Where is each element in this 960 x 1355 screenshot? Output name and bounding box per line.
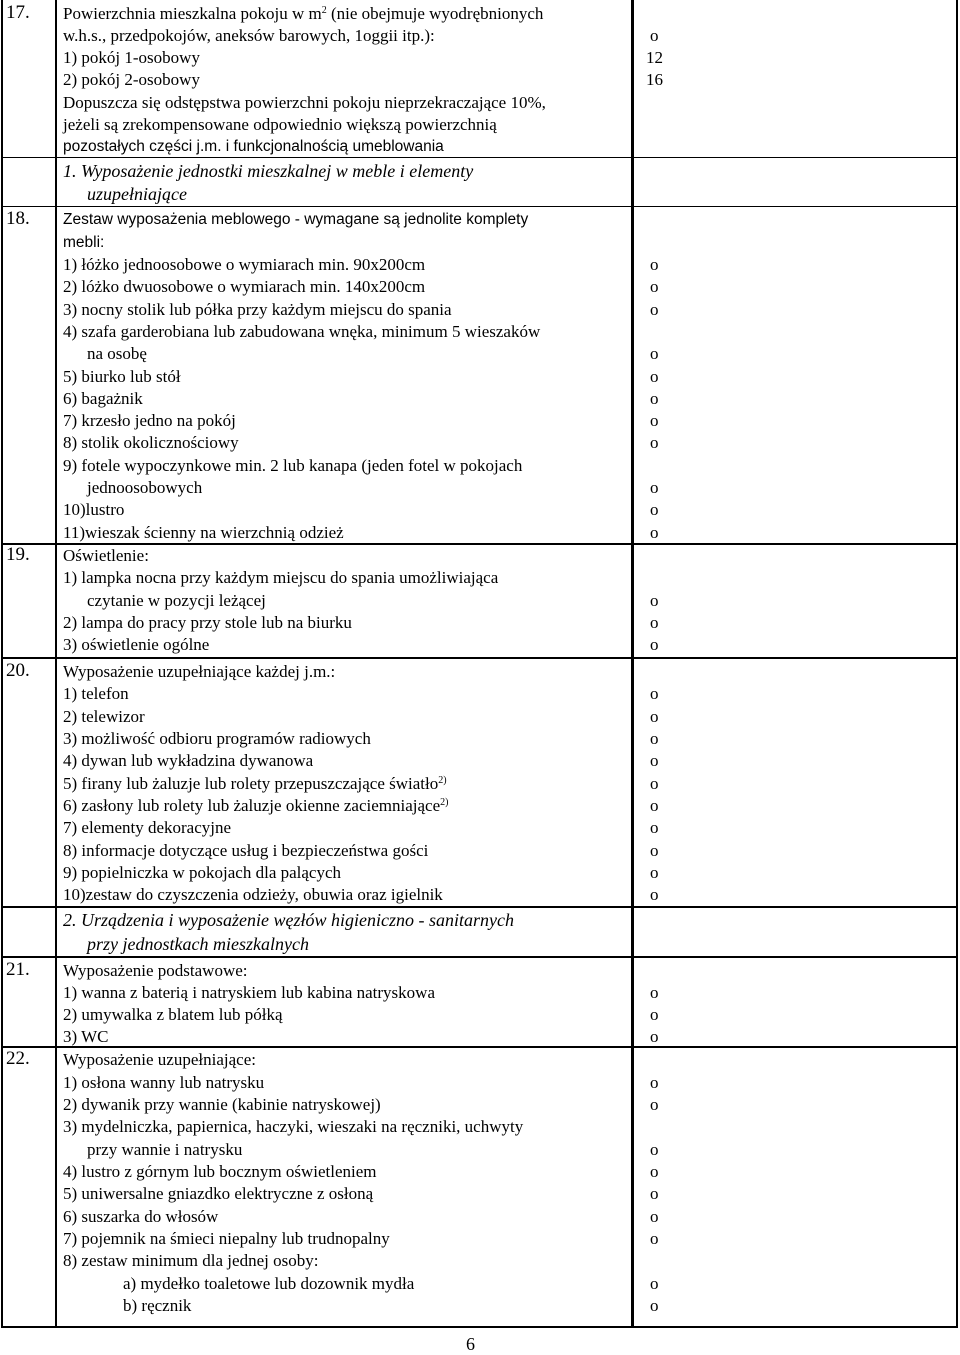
requirement-mark: o xyxy=(650,344,659,363)
requirement-mark: o xyxy=(650,1229,659,1248)
item-text: b) ręcznik xyxy=(123,1296,192,1315)
item-text: 1) telefon xyxy=(63,684,129,703)
item-text: 3) WC xyxy=(63,1027,109,1046)
row-number: 22. xyxy=(6,1048,30,1069)
requirement-mark: o xyxy=(650,729,659,748)
item-text: Wyposażenie uzupełniające każdej j.m.: xyxy=(63,662,336,681)
table-right-border xyxy=(956,0,958,1328)
item-text: 6) bagażnik xyxy=(63,389,143,408)
item-text: 3) oświetlenie ogólne xyxy=(63,635,210,654)
requirement-mark: o xyxy=(650,1027,659,1046)
requirement-mark: o xyxy=(650,751,659,770)
item-text: jednoosobowych xyxy=(87,478,203,497)
requirement-mark: o xyxy=(650,635,659,654)
item-text: 1) wanna z baterią i natryskiem lub kabina natryskowa xyxy=(63,983,435,1002)
requirement-mark: o xyxy=(650,1207,659,1226)
row-number: 21. xyxy=(6,959,30,980)
requirement-mark: o xyxy=(650,1140,659,1159)
item-text: 8) zestaw minimum dla jednej osoby: xyxy=(63,1251,319,1270)
table-inner-border-1 xyxy=(55,0,57,1328)
item-text: 5) uniwersalne gniazdko elektryczne z osłoną xyxy=(63,1184,374,1203)
item-text xyxy=(63,773,447,795)
requirement-mark: o xyxy=(650,300,659,319)
row-divider xyxy=(1,657,958,659)
requirement-mark: o xyxy=(650,389,659,408)
item-text xyxy=(63,795,448,817)
item-text: 7) elementy dekoracyjne xyxy=(63,818,232,837)
item-text: 4) szafa garderobiana lub zabudowana wnęka, minimum 5 wieszaków xyxy=(63,322,541,341)
section-heading: 2. Urządzenia i wyposażenie węzłów higieniczno - sanitarnych xyxy=(63,910,514,930)
requirement-mark: o xyxy=(650,1296,659,1315)
requirement-mark: o xyxy=(650,367,659,386)
item-text: 2) lóżko dwuosobowe o wymiarach min. 140x200cm xyxy=(63,277,426,296)
item-text: 1) osłona wanny lub natrysku xyxy=(63,1073,265,1092)
item-text: 2) lampa do pracy przy stole lub na biurku xyxy=(63,613,352,632)
item-text: 7) krzesło jedno na pokój xyxy=(63,411,236,430)
requirement-mark: o xyxy=(650,818,659,837)
requirement-mark: o xyxy=(650,411,659,430)
row-number: 19. xyxy=(6,544,30,565)
item-text: jeżeli są zrekompensowane odpowiednio większą powierzchnią xyxy=(63,115,497,134)
requirement-mark: o xyxy=(650,841,659,860)
item-text: 2) dywanik przy wannie (kabinie natryskowej) xyxy=(63,1095,381,1114)
requirement-mark: o xyxy=(650,885,659,904)
table-left-border xyxy=(1,0,3,1328)
requirement-mark: o xyxy=(650,1274,659,1293)
requirement-mark: o xyxy=(650,478,659,497)
page-number: 6 xyxy=(466,1334,475,1354)
item-text: 6) suszarka do włosów xyxy=(63,1207,219,1226)
item-text: pozostałych części j.m. i funkcjonalnością umeblowania xyxy=(63,138,444,155)
text-segment: 6) zasłony lub rolety lub żaluzje okienne zaciemniające xyxy=(63,796,441,815)
item-text: na osobę xyxy=(87,344,147,363)
superscript: 2) xyxy=(438,775,447,786)
item-text: 11)wieszak ścienny na wierzchnią odzież xyxy=(63,523,344,542)
superscript: 2) xyxy=(440,797,449,808)
item-text: 4) dywan lub wykładzina dywanowa xyxy=(63,751,314,770)
item-text: 8) informacje dotyczące usług i bezpieczeństwa gości xyxy=(63,841,429,860)
item-text: 1) łóżko jednoosobowe o wymiarach min. 90x200cm xyxy=(63,255,426,274)
item-text: Wyposażenie podstawowe: xyxy=(63,961,248,980)
item-text: 10)lustro xyxy=(63,500,125,519)
requirement-mark: o xyxy=(650,255,659,274)
requirement-mark: o xyxy=(650,500,659,519)
requirement-mark: o xyxy=(650,774,659,793)
item-text: 9) fotele wypoczynkowe min. 2 lub kanapa (jeden fotel w pokojach xyxy=(63,456,523,475)
item-text: 10)zestaw do czyszczenia odzieży, obuwia oraz igielnik xyxy=(63,885,443,904)
table-inner-border-2 xyxy=(631,0,634,1328)
item-text: 4) lustro z górnym lub bocznym oświetleniem xyxy=(63,1162,377,1181)
item-text: 8) stolik okolicznościowy xyxy=(63,433,239,452)
item-text: 5) biurko lub stół xyxy=(63,367,181,386)
requirement-mark: o xyxy=(650,983,659,1002)
item-text: 7) pojemnik na śmieci niepalny lub trudnopalny xyxy=(63,1229,390,1248)
item-text: 9) popielniczka w pokojach dla palących xyxy=(63,863,342,882)
item-text: 2) umywalka z blatem lub półką xyxy=(63,1005,283,1024)
row-number: 18. xyxy=(6,208,30,229)
requirement-mark: o xyxy=(650,523,659,542)
row-divider xyxy=(1,956,958,958)
requirement-mark: o xyxy=(650,863,659,882)
item-text: czytanie w pozycji leżącej xyxy=(87,591,266,610)
item-text: w.h.s., przedpokojów, aneksów barowych, 1oggii itp.): xyxy=(63,26,435,45)
text-segment: (nie obejmuje wyodrębnionych xyxy=(326,4,544,23)
requirement-mark: o xyxy=(650,433,659,452)
requirement-mark: o xyxy=(650,277,659,296)
text-segment: 5) firany lub żaluzje lub rolety przepuszczające światło xyxy=(63,774,439,793)
item-text: 1) pokój 1-osobowy xyxy=(63,48,200,67)
item-text: 3) mydelniczka, papiernica, haczyki, wieszaki na ręczniki, uchwyty xyxy=(63,1117,524,1136)
row-divider xyxy=(1,206,958,207)
item-text: 2) telewizor xyxy=(63,707,145,726)
row-number: 17. xyxy=(6,2,30,23)
item-text: Oświetlenie: xyxy=(63,546,149,565)
requirement-mark: o xyxy=(650,591,659,610)
item-text: mebli: xyxy=(63,234,105,251)
item-text: przy wannie i natrysku xyxy=(87,1140,243,1159)
requirement-mark: o xyxy=(650,796,659,815)
row-number: 20. xyxy=(6,660,30,681)
section-heading: przy jednostkach mieszkalnych xyxy=(87,934,309,954)
requirement-mark: o xyxy=(650,1005,659,1024)
superscript: 2 xyxy=(321,5,327,16)
item-text: 3) możliwość odbioru programów radiowych xyxy=(63,729,371,748)
requirement-mark: o xyxy=(650,1095,659,1114)
requirement-mark: 12 xyxy=(646,48,663,67)
text-segment: Powierzchnia mieszkalna pokoju w m xyxy=(63,4,322,23)
item-text: Zestaw wyposażenia meblowego - wymagane są jednolite komplety xyxy=(63,211,529,228)
item-text: Dopuszcza się odstępstwa powierzchni pokoju nieprzekraczające 10%, xyxy=(63,93,546,112)
item-text: Wyposażenie uzupełniające: xyxy=(63,1050,256,1069)
section-heading: 1. Wyposażenie jednostki mieszkalnej w meble i elementy xyxy=(63,161,474,181)
requirement-mark: o xyxy=(650,26,659,45)
section-heading: uzupełniające xyxy=(87,184,187,204)
item-text: 1) lampka nocna przy każdym miejscu do spania umożliwiająca xyxy=(63,568,499,587)
item-text: a) mydełko toaletowe lub dozownik mydła xyxy=(123,1274,415,1293)
requirement-mark: o xyxy=(650,684,659,703)
requirement-mark: 16 xyxy=(646,70,663,89)
requirement-mark: o xyxy=(650,1184,659,1203)
requirement-mark: o xyxy=(650,613,659,632)
item-text: 3) nocny stolik lub półka przy każdym miejscu do spania xyxy=(63,300,452,319)
requirement-mark: o xyxy=(650,707,659,726)
row-divider xyxy=(1,906,958,908)
item-text xyxy=(63,3,543,25)
requirement-mark: o xyxy=(650,1073,659,1092)
row-divider xyxy=(1,1046,958,1048)
requirement-mark: o xyxy=(650,1162,659,1181)
item-text: 2) pokój 2-osobowy xyxy=(63,70,200,89)
table-bottom-border xyxy=(1,1326,958,1328)
